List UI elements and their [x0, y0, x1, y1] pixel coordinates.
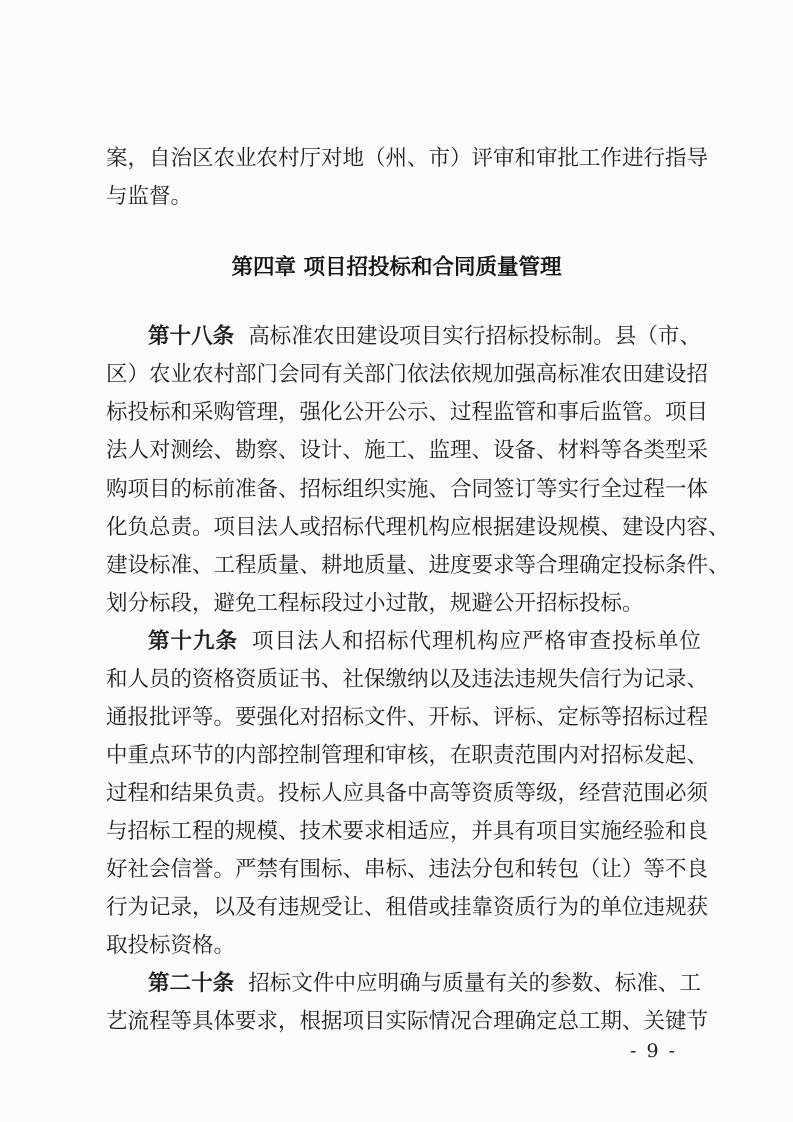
intro-line-1: 案，自治区农业农村厅对地（州、市）评审和审批工作进行指导: [106, 146, 709, 171]
article19-first-text: 项目法人和招标代理机构应严格审查投标单位: [252, 629, 701, 654]
article18-line: 划分标段，避免工程标段过小过散，规避公开招标投标。: [106, 591, 644, 616]
article18-label: 第十八条: [148, 324, 235, 349]
article19-line: 好社会信誉。严禁有围标、串标、违法分包和转包（让）等不良: [106, 857, 709, 882]
article18-line: 建设标准、工程质量、耕地质量、进度要求等合理确定投标条件、: [106, 553, 730, 578]
article18-line: 区）农业农村部门会同有关部门依法依规加强高标准农田建设招: [106, 362, 709, 387]
article19-line: 中重点环节的内部控制管理和审核，在职责范围内对招标发起、: [106, 743, 709, 768]
article19-line: 取投标资格。: [106, 933, 236, 958]
page-number: - 9 -: [630, 1040, 678, 1062]
article18-first-text: 高标准农田建设项目实行招标投标制。县（市、: [248, 324, 701, 349]
article20-line: 艺流程等具体要求，根据项目实际情况合理确定总工期、关键节: [106, 1009, 709, 1034]
article19-line: 通报批评等。要强化对招标文件、开标、评标、定标等招标过程: [106, 705, 709, 730]
intro-line-2: 与监督。: [106, 184, 193, 209]
article19-line: 行为记录，以及有违规受让、租借或挂靠资质行为的单位违规获: [106, 895, 709, 920]
article20-first-line: [148, 973, 701, 995]
article19-label: 第十九条: [148, 629, 238, 654]
article18-line: 标投标和采购管理，强化公开公示、过程监管和事后监管。项目: [106, 400, 709, 425]
article20-first-text: 招标文件中应明确与质量有关的参数、标准、工: [248, 971, 701, 996]
article19-first-line: [148, 631, 701, 653]
article18-line: 化负总责。项目法人或招标代理机构应根据建设规模、建设内容、: [106, 515, 730, 540]
article19-line: 与招标工程的规模、技术要求相适应，并具有项目实施经验和良: [106, 819, 709, 844]
article19-line: 和人员的资格资质证书、社保缴纳以及违法违规失信行为记录、: [106, 667, 709, 692]
article18-first-line: [148, 326, 701, 348]
article18-line: 法人对测绘、勘察、设计、施工、监理、设备、材料等各类型采: [106, 438, 709, 463]
article19-line: 过程和结果负责。投标人应具备中高等资质等级，经营范围必须: [106, 781, 709, 806]
article18-line: 购项目的标前准备、招标组织实施、合同签订等实行全过程一体: [106, 477, 709, 502]
article20-label: 第二十条: [148, 971, 235, 996]
chapter-title: 第四章 项目招投标和合同质量管理: [231, 255, 562, 280]
